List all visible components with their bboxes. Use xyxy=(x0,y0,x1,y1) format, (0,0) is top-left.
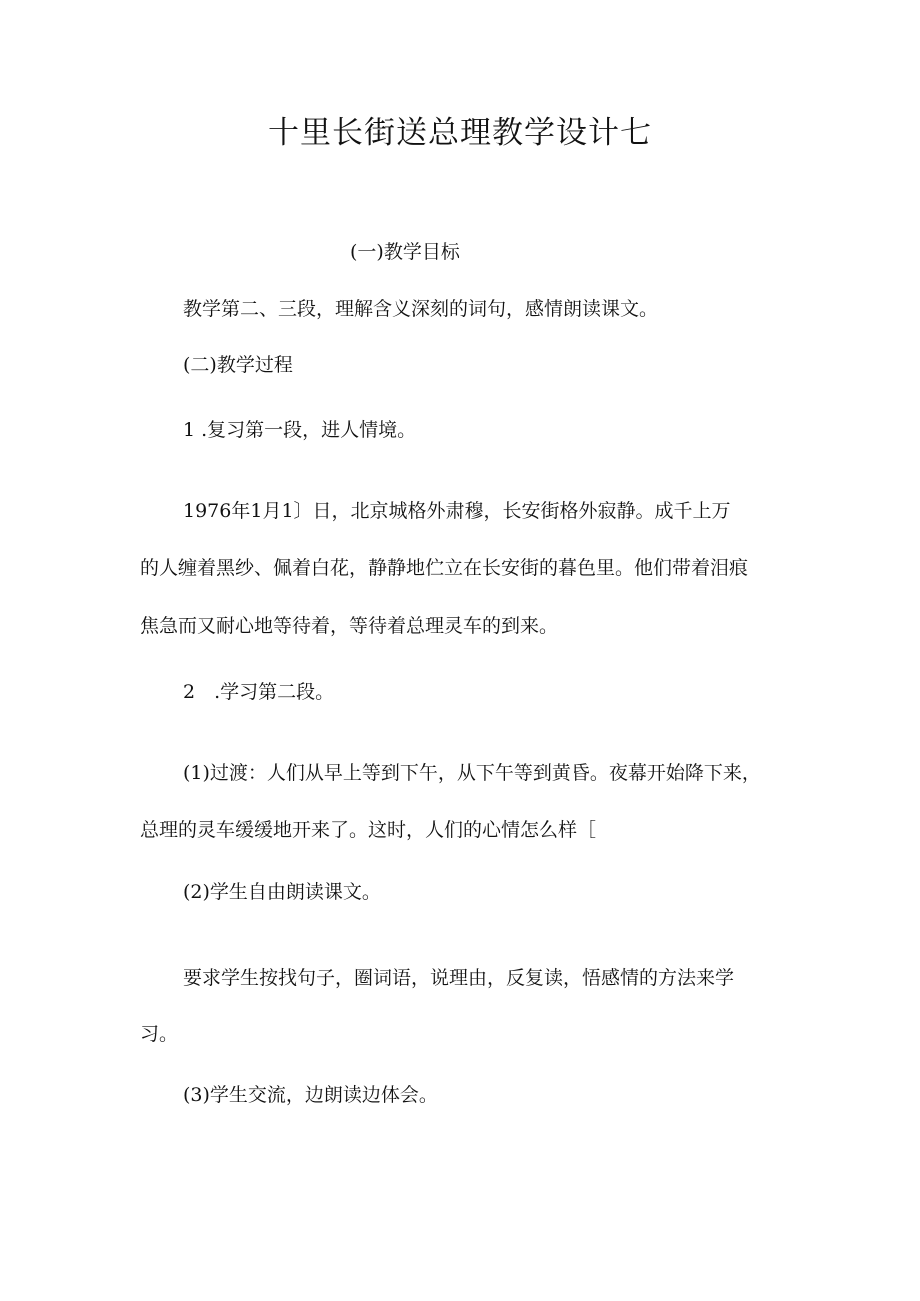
objectives-text: 教学第二、三段，理解含义深刻的词句，感情朗读课文。 xyxy=(183,298,659,320)
section-heading-objectives: (一)教学目标 xyxy=(350,241,460,263)
paragraph-line: 习。 xyxy=(140,1023,179,1045)
paragraph-line: 1976年1月1〕日，北京城格外肃穆，长安街格外寂静。成千上万 xyxy=(183,500,731,522)
paragraph-line: 总理的灵车缓缓地开来了。这时，人们的心情怎么样［ xyxy=(140,819,597,841)
paragraph-line: 要求学生按找句子，圈词语，说理由，反复读，悟感情的方法来学 xyxy=(183,967,735,989)
paragraph-line: 的人缠着黑纱、佩着白花，静静地伫立在长安街的暮色里。他们带着泪痕 xyxy=(140,557,749,579)
document-title: 十里长街送总理教学设计七 xyxy=(268,115,652,151)
paragraph-line: 焦急而又耐心地等待着，等待着总理灵车的到来。 xyxy=(140,615,559,637)
list-item: (3)学生交流，边朗读边体会。 xyxy=(183,1084,438,1106)
paragraph-line: (1)过渡：人们从早上等到下午，从下午等到黄昏。夜幕开始降下来， xyxy=(183,762,761,784)
section-heading-process: (二)教学过程 xyxy=(183,354,293,376)
step-2-heading: 2 .学习第二段。 xyxy=(183,681,335,703)
list-item: (2)学生自由朗读课文。 xyxy=(183,881,381,903)
step-1-heading: 1 .复习第一段，进人情境。 xyxy=(183,419,417,441)
